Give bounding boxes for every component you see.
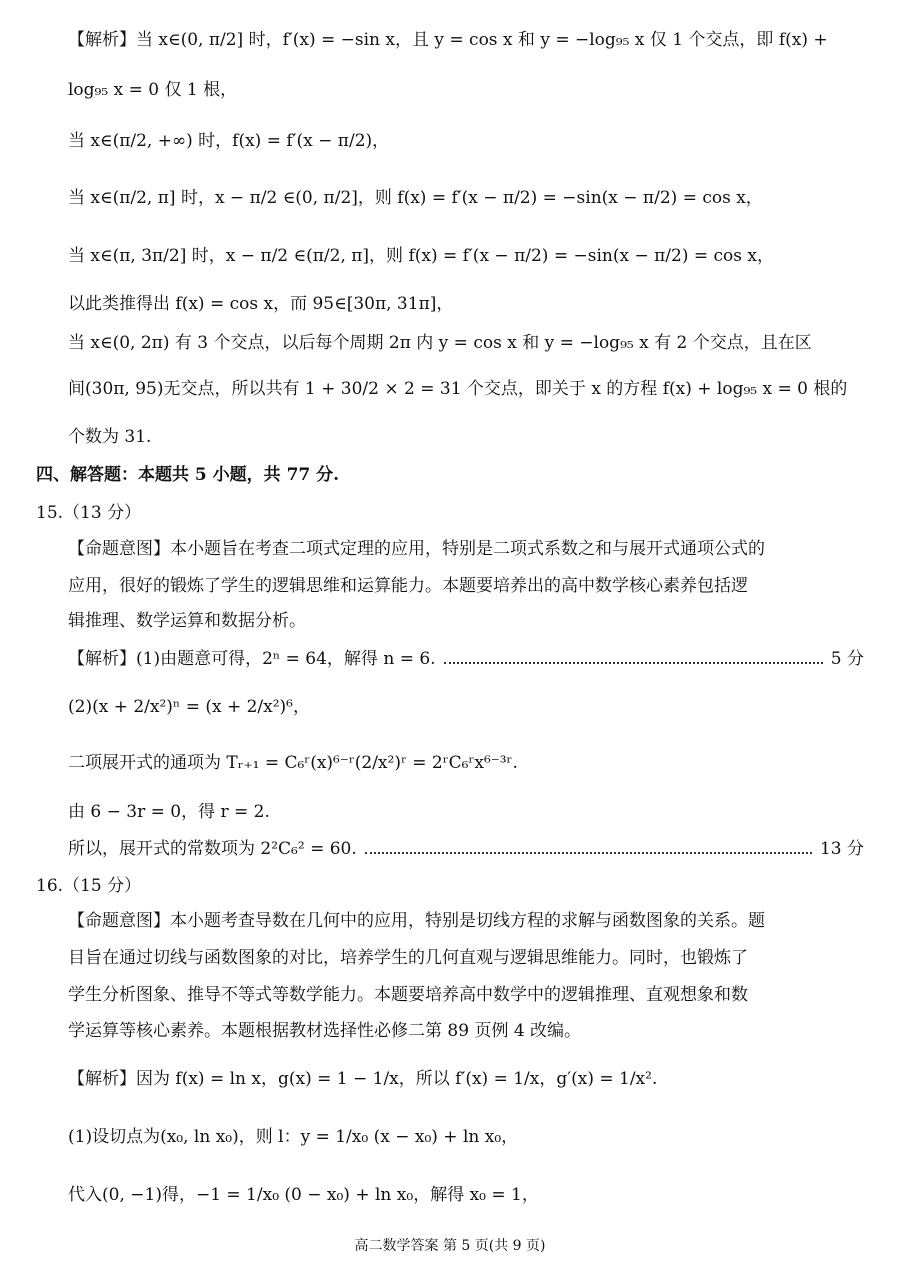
analysis-14-line-5: 当 x∈(π, 3π/2] 时，x − π/2 ∈(π/2, π]，则 f(x) = f′(x − π/2) = −sin(x − π/2) = cos x， xyxy=(68,246,774,266)
section-heading: 四、解答题：本题共 5 小题，共 77 分. xyxy=(36,465,340,485)
question-16-header: 16.（15 分） xyxy=(36,876,142,896)
analysis-14-line-1: 【解析】当 x∈(0, π/2] 时，f′(x) = −sin x，且 y = cos x 和 y = −log₉₅ x 仅 1 个交点，即 f(x) + xyxy=(68,30,828,50)
question-15-header: 15.（13 分） xyxy=(36,503,142,523)
analysis-16-line-1: 【解析】因为 f(x) = ln x，g(x) = 1 − 1/x，所以 f′(x) = 1/x，g′(x) = 1/x². xyxy=(68,1069,658,1089)
intent-15-line-3: 辑推理、数学运算和数据分析。 xyxy=(68,611,306,631)
intent-16-line-3: 学生分析图象、推导不等式等数学能力。本题要培养高中数学中的逻辑推理、直观想象和数 xyxy=(68,985,748,1005)
analysis-15-solve-r: 由 6 − 3r = 0，得 r = 2. xyxy=(68,802,270,822)
intent-16-line-2: 目旨在通过切线与函数图象的对比，培养学生的几何直观与逻辑思维能力。同时，也锻炼了 xyxy=(68,948,748,968)
intent-15-line-1: 【命题意图】本小题旨在考查二项式定理的应用，特别是二项式系数之和与展开式通项公式的 xyxy=(68,539,765,559)
analysis-14-line-4: 当 x∈(π/2, π] 时，x − π/2 ∈(0, π/2]，则 f(x) = f′(x − π/2) = −sin(x − π/2) = cos x， xyxy=(68,188,763,208)
analysis-15-part-2: (2)(x + 2/x²)ⁿ = (x + 2/x²)⁶， xyxy=(68,697,311,717)
intent-16-line-1: 【命题意图】本小题考查导数在几何中的应用，特别是切线方程的求解与函数图象的关系。题 xyxy=(68,911,765,931)
intent-15-line-2: 应用，很好的锻炼了学生的逻辑思维和运算能力。本题要培养出的高中数学核心素养包括逻 xyxy=(68,576,748,596)
analysis-14-line-9: 个数为 31. xyxy=(68,427,152,447)
analysis-14-line-7: 当 x∈(0, 2π) 有 3 个交点，以后每个周期 2π 内 y = cos x 和 y = −log₉₅ x 有 2 个交点，且在区 xyxy=(68,333,812,353)
analysis-14-line-2: log₉₅ x = 0 仅 1 根， xyxy=(68,80,238,100)
analysis-14-line-3: 当 x∈(π/2, +∞) 时，f(x) = f′(x − π/2)， xyxy=(68,131,390,151)
page-footer: 高二数学答案 第 5 页(共 9 页) xyxy=(354,1238,546,1254)
dot-leader xyxy=(444,660,823,664)
dot-leader xyxy=(365,850,812,854)
intent-16-line-4: 学运算等核心素养。本题根据教材选择性必修二第 89 页例 4 改编。 xyxy=(68,1021,582,1041)
analysis-15-constant-term-text: 所以，展开式的常数项为 2²C₆² = 60. xyxy=(68,839,357,859)
score-13: 13 分 xyxy=(819,839,864,859)
analysis-15-general-term: 二项展开式的通项为 Tᵣ₊₁ = C₆ʳ(x)⁶⁻ʳ(2/x²)ʳ = 2ʳC₆ʳx⁶⁻³ʳ. xyxy=(68,753,518,773)
analysis-15-part-1-text: 【解析】(1)由题意可得，2ⁿ = 64，解得 n = 6. xyxy=(68,649,436,669)
analysis-16-line-3: 代入(0, −1)得，−1 = 1/x₀ (0 − x₀) + ln x₀，解得 x₀ = 1， xyxy=(68,1185,539,1205)
analysis-16-line-2: (1)设切点为(x₀, ln x₀)，则 l：y = 1/x₀ (x − x₀) + ln x₀， xyxy=(68,1127,519,1147)
analysis-15-part-1 xyxy=(68,646,864,672)
analysis-15-constant-term xyxy=(68,836,864,862)
analysis-14-line-8: 间(30π, 95)无交点，所以共有 1 + 30/2 × 2 = 31 个交点，即关于 x 的方程 f(x) + log₉₅ x = 0 根的 xyxy=(68,379,848,399)
score-5: 5 分 xyxy=(830,649,864,669)
analysis-14-line-6: 以此类推得出 f(x) = cos x，而 95∈[30π, 31π]， xyxy=(68,294,454,314)
